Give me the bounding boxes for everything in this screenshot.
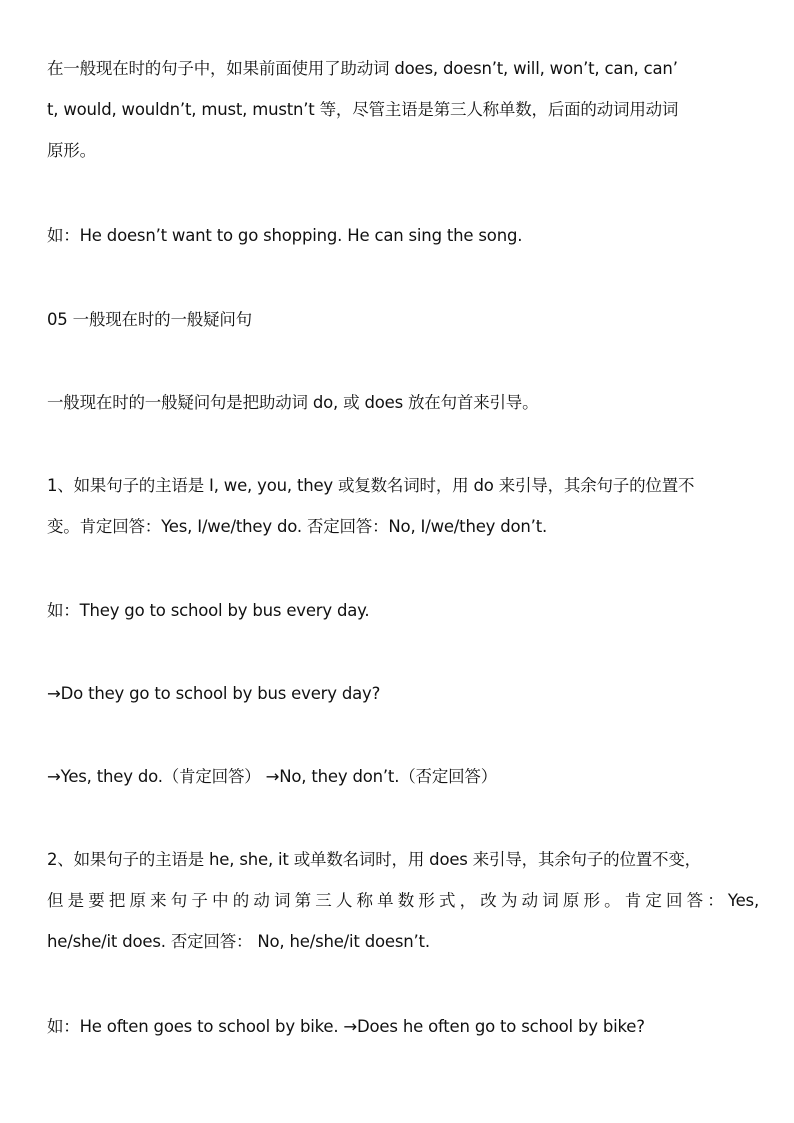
text-line: 在一般现在时的句子中，如果前面使用了助动词 does, doesn’t, will, won’t, can, can’ [47, 59, 678, 78]
text-line: he/she/it does. 否定回答： No, he/she/it doesn’t. [47, 932, 430, 951]
section-heading [47, 299, 759, 340]
text-line: 2、如果句子的主语是 he, she, it 或单数名词时，用 does 来引导，其余句子的位置不变， [47, 850, 701, 869]
text-line: 05 一般现在时的一般疑问句 [47, 310, 252, 329]
paragraph-example-3 [47, 1006, 759, 1047]
paragraph-example-2 [47, 590, 759, 631]
paragraph-example-question [47, 673, 759, 714]
text-line: →Do they go to school by bus every day? [47, 684, 381, 703]
paragraph-example-answers [47, 756, 759, 797]
text-line: 原形。 [47, 141, 96, 160]
text-line: 一般现在时的一般疑问句是把助动词 do, 或 does 放在句首来引导。 [47, 393, 539, 412]
paragraph-example-1 [47, 215, 759, 256]
text-line: 变。肯定回答：Yes, I/we/they do. 否定回答：No, I/we/they don’t. [47, 517, 548, 536]
paragraph-rule-1 [47, 465, 759, 547]
text-line: 1、如果句子的主语是 I, we, you, they 或复数名词时，用 do 来引导，其余句子的位置不 [47, 476, 695, 495]
paragraph-rule-2 [47, 839, 759, 962]
text-line: →Yes, they do.（肯定回答） →No, they don’t.（否定回答） [47, 767, 498, 786]
text-line: t, would, wouldn’t, must, mustn’t 等，尽管主语是第三人称单数，后面的动词用动词 [47, 100, 679, 119]
text-line: 如：He doesn’t want to go shopping. He can sing the song. [47, 226, 523, 245]
paragraph-question-intro [47, 382, 759, 423]
paragraph-auxiliary-verbs-rule [47, 48, 759, 171]
text-line: 如：They go to school by bus every day. [47, 601, 370, 620]
text-line: 如：He often goes to school by bike. →Does he often go to school by bike? [47, 1017, 645, 1036]
text-line: 但是要把原来句子中的动词第三人称单数形式，改为动词原形。肯定回答：Yes, [47, 891, 759, 910]
